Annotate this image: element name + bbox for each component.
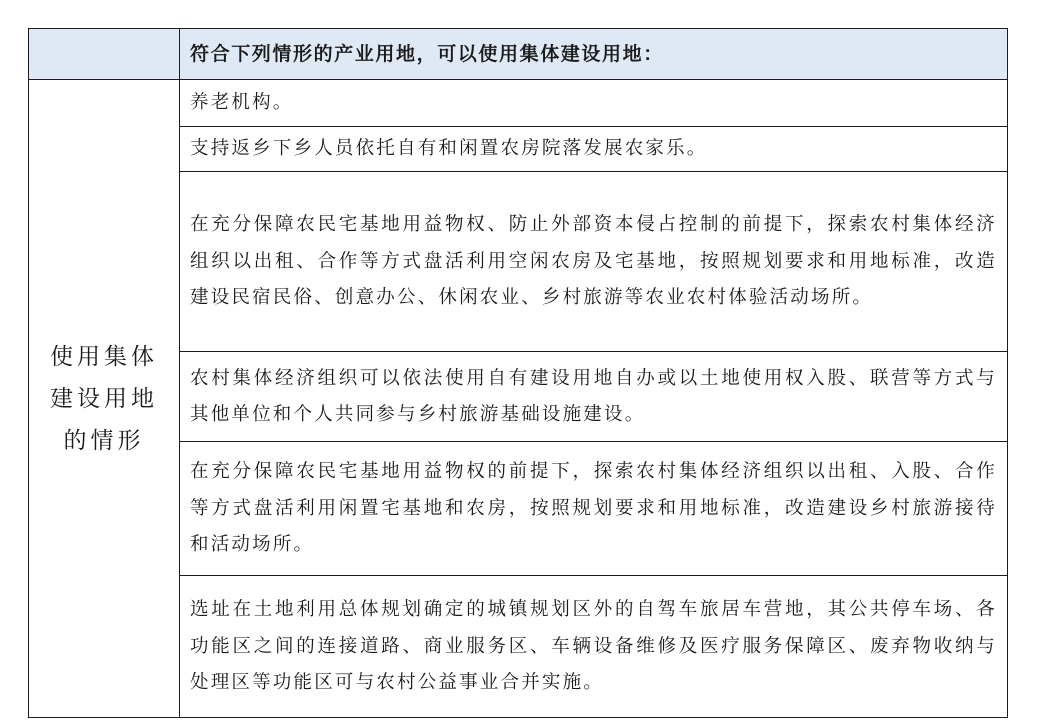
table-header-row	[29, 29, 1008, 80]
row-cell	[180, 442, 1008, 576]
row-text: 养老机构。	[190, 92, 294, 114]
row-text: 在充分保障农民宅基地用益物权、防止外部资本侵占控制的前提下，探索农村集体经济组织以出租、合作等方式盘活利用空闲农房及宅基地，按照规划要求和用地标准，改造建设民宿民俗、创意办公、休闲农业、乡村旅游等农业农村体验活动场所。	[190, 214, 997, 309]
header-title: 符合下列情形的产业用地，可以使用集体建设用地：	[190, 43, 664, 65]
row-cell	[180, 127, 1008, 172]
header-empty-cell	[29, 29, 180, 80]
row-cell	[180, 80, 1008, 127]
header-title-cell	[180, 29, 1008, 80]
row-cell	[180, 576, 1008, 718]
category-label: 使用集体建设用地的情形	[50, 343, 158, 454]
table-row	[29, 80, 1008, 127]
policy-table	[28, 28, 1008, 718]
row-text: 农村集体经济组织可以依法使用自有建设用地自办或以土地使用权入股、联营等方式与其他单位和个人共同参与乡村旅游基础设施建设。	[190, 367, 997, 425]
row-cell	[180, 172, 1008, 352]
category-cell	[29, 80, 180, 718]
row-text: 在充分保障农民宅基地用益物权的前提下，探索农村集体经济组织以出租、入股、合作等方式盘活利用闲置宅基地和农房，按照规划要求和用地标准，改造建设乡村旅游接待和活动场所。	[190, 461, 997, 556]
row-text: 选址在土地利用总体规划确定的城镇规划区外的自驾车旅居车营地，其公共停车场、各功能区之间的连接道路、商业服务区、车辆设备维修及医疗服务保障区、废弃物收纳与处理区等功能区可与农村公益事业合并实施。	[190, 599, 997, 694]
row-text: 支持返乡下乡人员依托自有和闲置农房院落发展农家乐。	[190, 138, 708, 160]
row-cell	[180, 352, 1008, 442]
